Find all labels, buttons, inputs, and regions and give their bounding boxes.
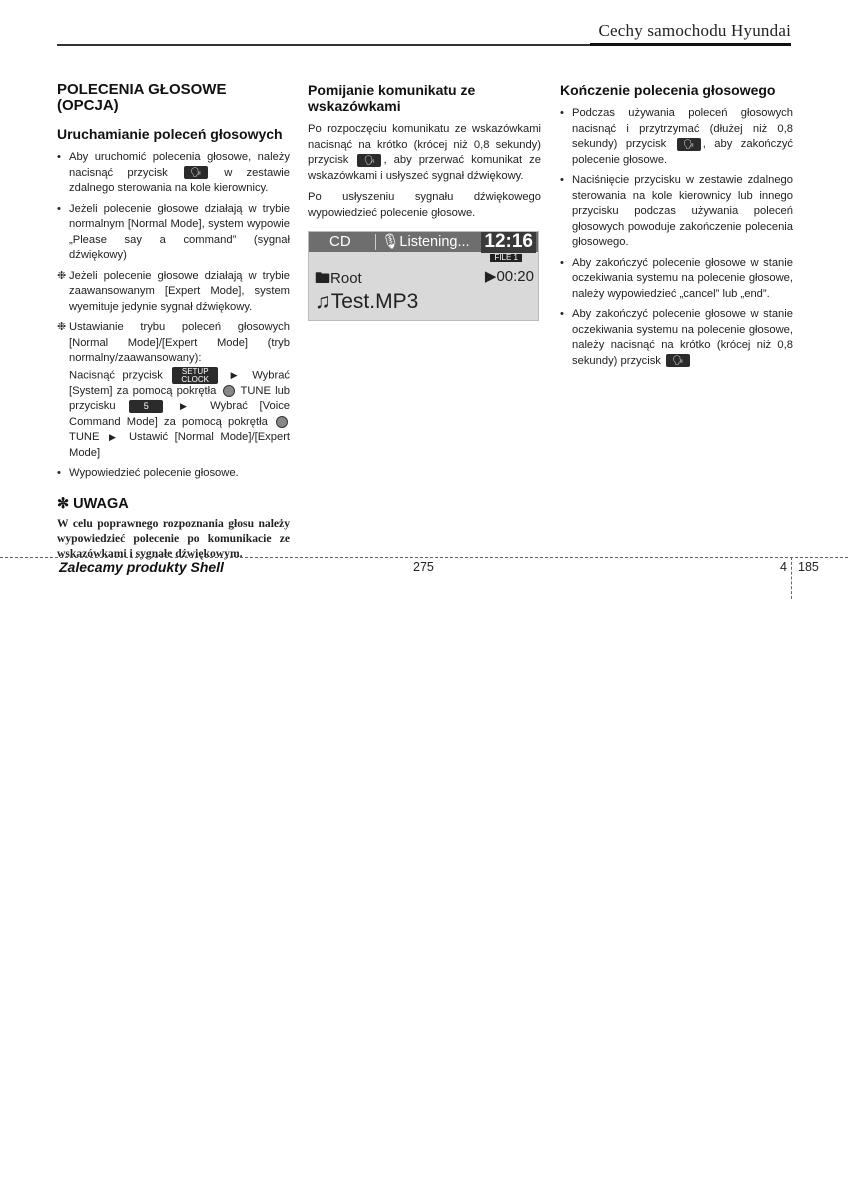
display-source: CD bbox=[329, 233, 351, 250]
list-item: • Podczas używania poleceń głosowych nacisnąć i przytrzymać (dłużej niż 0,8 sekundy) przycisk 🗣 , aby zakończyć polecenie głosowe. bbox=[560, 107, 794, 166]
bullet-list bbox=[57, 150, 290, 482]
tune-knob-icon bbox=[223, 385, 235, 397]
preset-5-button-icon: 5 bbox=[129, 400, 163, 413]
music-note-icon: ♫ bbox=[315, 290, 331, 313]
paragraph: Po usłyszeniu sygnału dźwiękowego wypowiedzieć polecenie głosowe. bbox=[308, 191, 541, 219]
note-title: ✼ UWAGA bbox=[57, 495, 129, 512]
list-item: ❉ Ustawianie trybu poleceń głosowych [Normal Mode]/[Expert Mode] (tryb normalny/zaawansowany): Nacisnąć przycisk SETUP CLOCK ▶ Wybrać [System] za pomocą pokrętła TUNE lub przycisku 5 ▶ Wybrać [Voice Command Mode] za pomocą pokrętła TUNE ▶ Ustawić [Normal Mode]/[Expert Mode] bbox=[57, 321, 291, 459]
paragraph: Po rozpoczęciu komunikatu ze wskazówkami nacisnąć na krótko (krócej niż 0,8 sekundy) przycisk 🗣 , aby przerwać komunikat ze wskazówkami i usłyszeć sygnał dźwiękowy. bbox=[308, 123, 541, 182]
voice-button-icon: 🗣 bbox=[184, 166, 208, 179]
note-text: W celu poprawnego rozpoznania głosu należy wypowiedzieć polecenie po komunikacie ze wskazówkami i sygnałe dźwiękowym. bbox=[57, 516, 290, 560]
folder-icon: 🖿 bbox=[315, 270, 331, 287]
column-voice-commands bbox=[57, 82, 290, 561]
display-file-badge: FILE 1 bbox=[490, 254, 522, 262]
list-item: ❉ Jeżeli polecenie głosowe działają w trybie zaawansowanym [Expert Mode], system wyemituje jedynie sygnał dźwiękowy. bbox=[57, 269, 290, 313]
subsection-start-voice: Uruchamianie poleceń głosowych bbox=[57, 126, 283, 142]
list-item: • Jeżeli polecenie głosowe działają w trybie normalnym [Normal Mode], system wypowie „Please say a command” (sygnał dźwiękowy) bbox=[57, 202, 290, 261]
display-folder: 🖿Root bbox=[315, 270, 362, 287]
footer-page-number: 275 bbox=[413, 560, 434, 574]
footer-divider bbox=[791, 557, 792, 599]
column-skip-prompt bbox=[308, 82, 541, 321]
header-rule-accent bbox=[590, 43, 791, 46]
display-divider bbox=[375, 234, 376, 250]
audio-display-screen bbox=[308, 231, 539, 321]
footer-chapter: 4 bbox=[780, 560, 787, 574]
footer-sponsor: Zalecamy produkty Shell bbox=[59, 559, 224, 575]
bullet-list bbox=[560, 106, 793, 369]
display-play-position: ▶00:20 bbox=[484, 268, 534, 285]
voice-button-icon: 🗣 bbox=[666, 354, 690, 367]
section-title: POLECENIA GŁOSOWE (OPCJA) bbox=[57, 81, 227, 114]
list-item: • Wypowiedzieć polecenie głosowe. bbox=[57, 467, 239, 479]
mic-icon: 🎙 bbox=[381, 234, 400, 250]
setup-clock-button-icon: SETUP CLOCK bbox=[172, 367, 218, 384]
arrow-right-icon: ▶ bbox=[109, 432, 120, 442]
subsection-skip-prompt: Pomijanie komunikatu ze wskazówkami bbox=[308, 82, 476, 114]
arrow-right-icon: ▶ bbox=[230, 369, 242, 380]
list-item: • Aby zakończyć polecenie głosowe w stanie oczekiwania systemu na polecenie głosowe, należy wypowiedzieć „cancel” lub „end”. bbox=[560, 256, 793, 300]
column-end-voice bbox=[560, 82, 793, 374]
list-item: • Aby zakończyć polecenie głosowe w stanie oczekiwania systemu na polecenie głosowe, należy nacisnąć na krótko (krócej niż 0,8 sekundy) przycisk 🗣 bbox=[560, 308, 793, 367]
list-item: • Naciśnięcie przycisku w zestawie zdalnego sterowania na kole kierownicy lub innego przycisku podczas używania poleceń głosowych powoduje zakończenie polecenia głosowego. bbox=[560, 174, 793, 248]
display-listening-status: 🎙Listening... bbox=[381, 234, 470, 250]
tune-knob-icon bbox=[276, 416, 288, 428]
voice-button-icon: 🗣 bbox=[677, 138, 701, 151]
running-header: Cechy samochodu Hyundai bbox=[598, 21, 791, 40]
list-item: • Aby uruchomić polecenia głosowe, należy nacisnąć przycisk 🗣 w zestawie zdalnego sterowania na kole kierownicy. bbox=[57, 151, 291, 194]
subsection-end-voice: Kończenie polecenia głosowego bbox=[560, 82, 776, 98]
display-track: ♫Test.MP3 bbox=[315, 290, 419, 313]
voice-button-icon: 🗣 bbox=[357, 154, 381, 167]
footer-manual-page: 185 bbox=[798, 560, 819, 574]
footer-rule bbox=[0, 557, 848, 558]
arrow-right-icon: ▶ bbox=[179, 401, 196, 411]
display-clock: 12:16 bbox=[481, 231, 536, 253]
